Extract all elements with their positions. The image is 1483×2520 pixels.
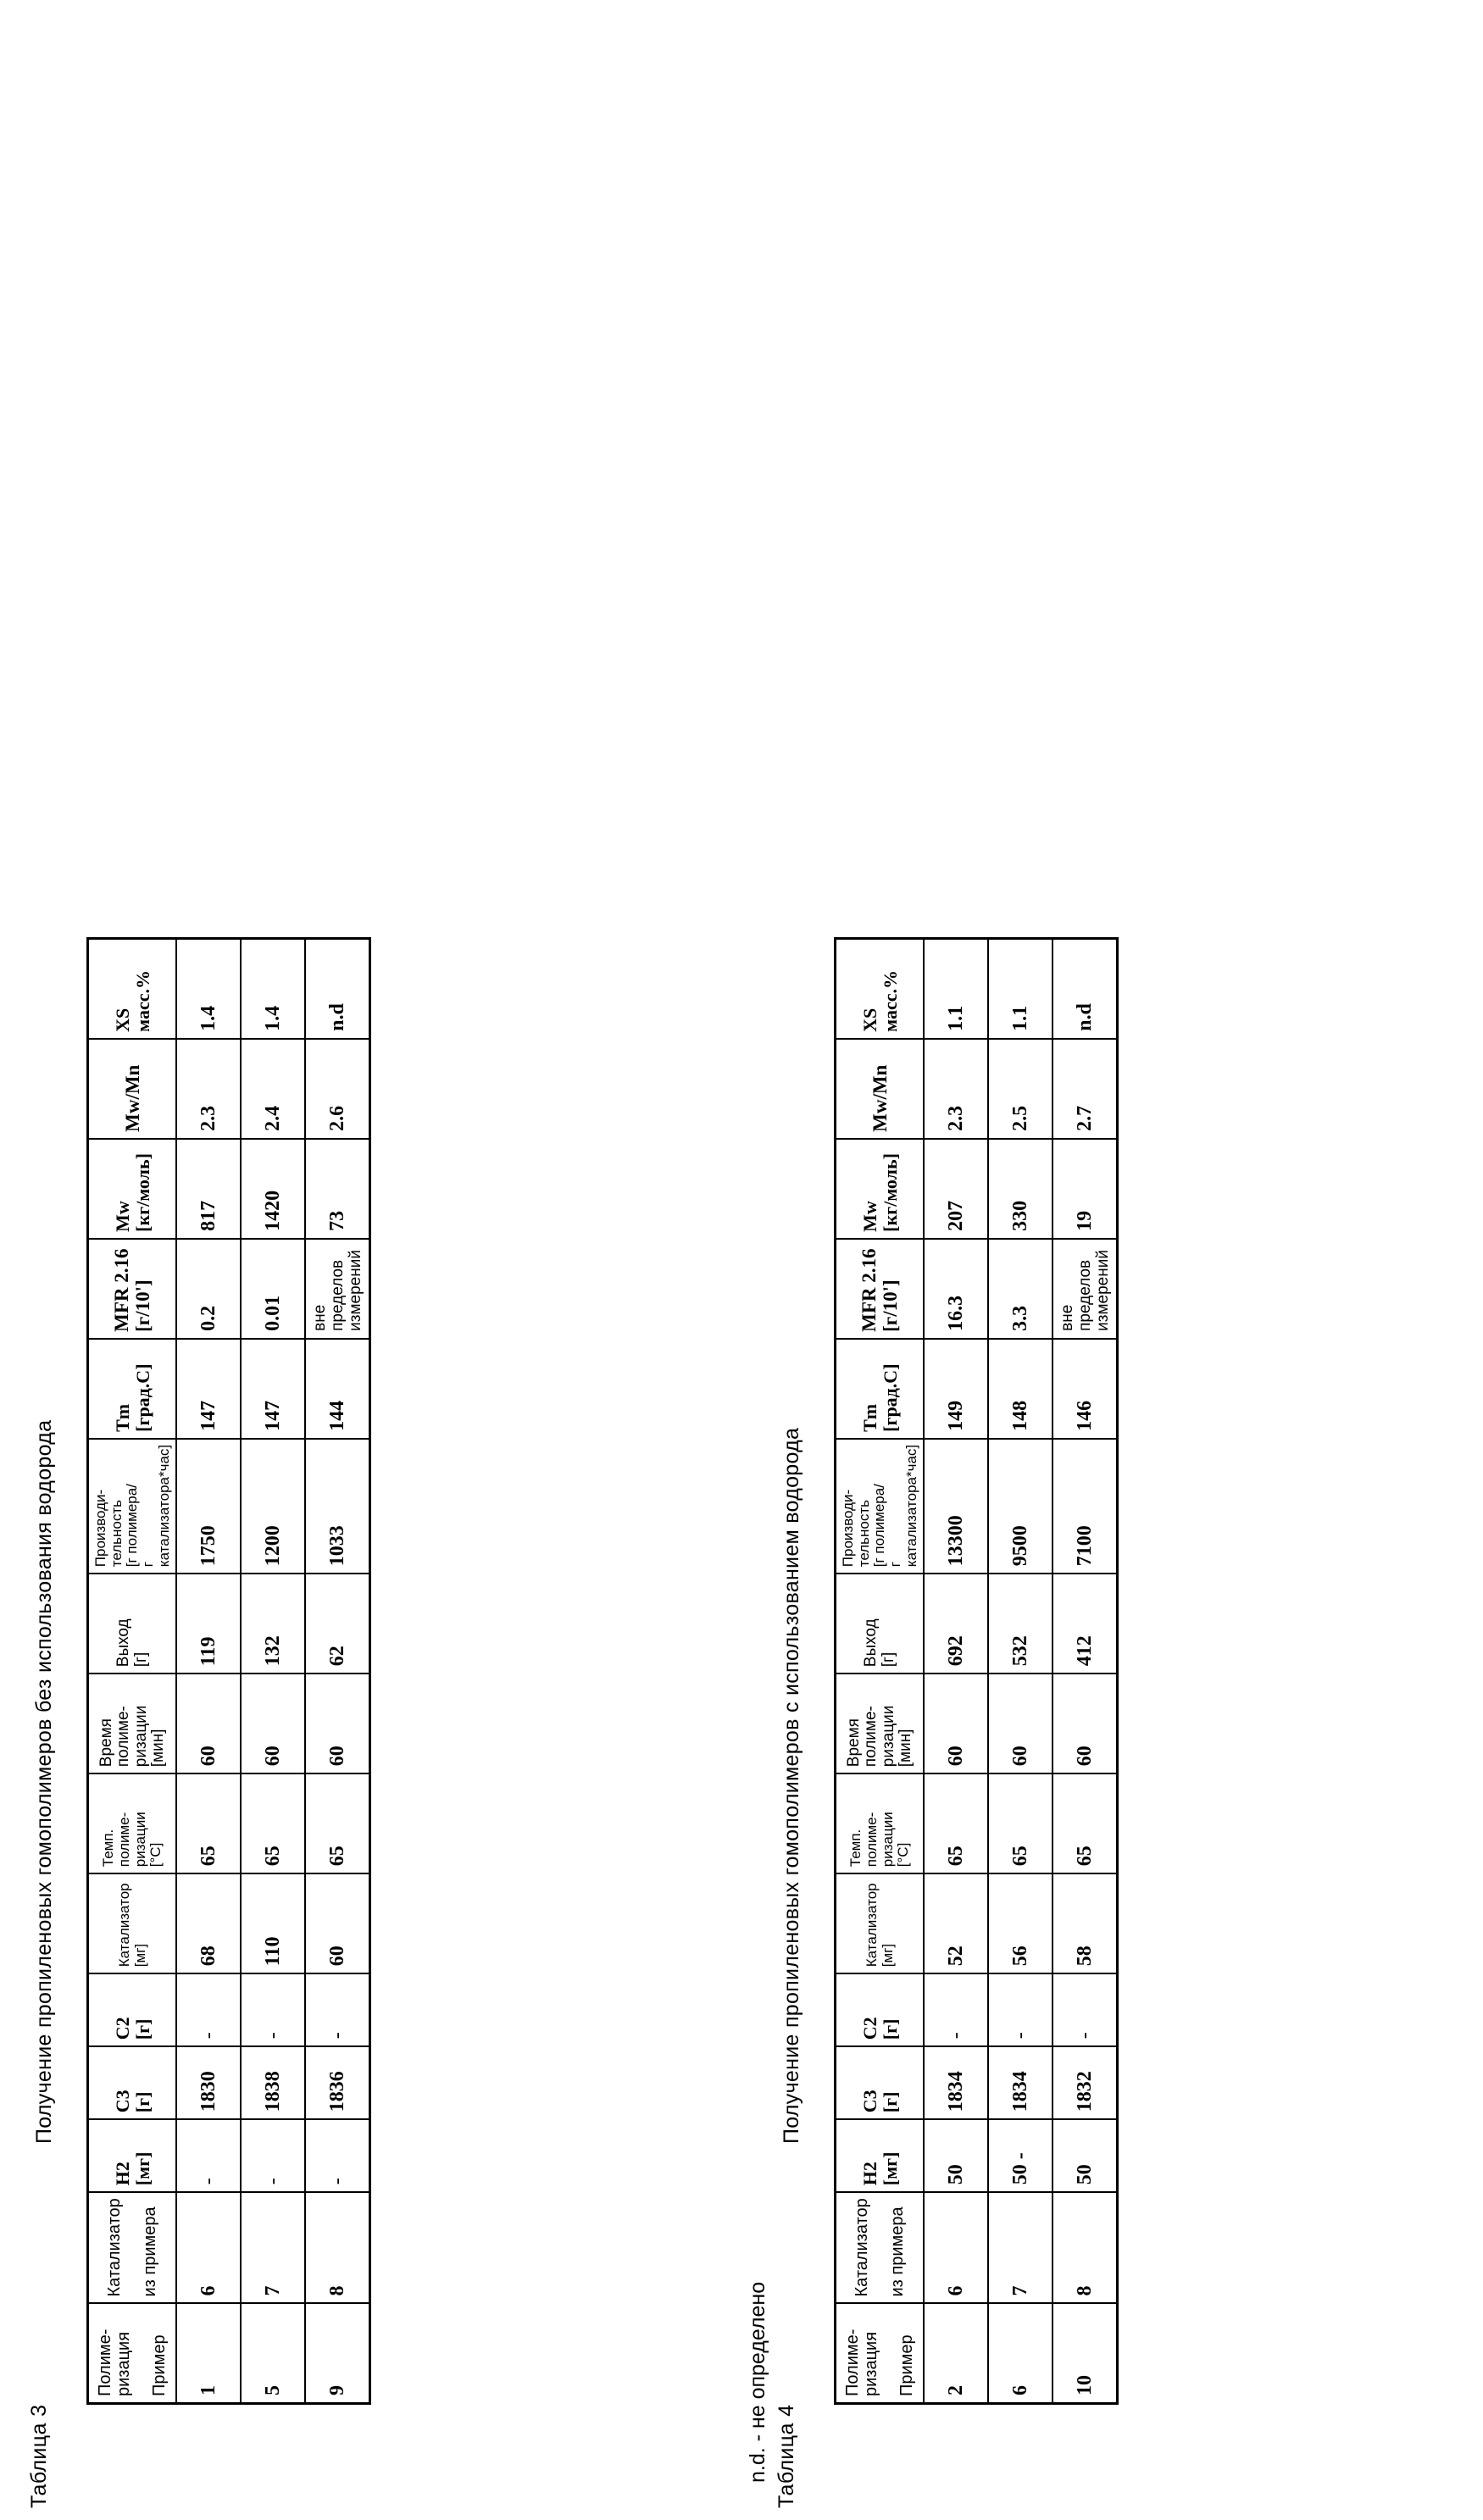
cell: 7 — [241, 2192, 305, 2303]
cell: 1836 — [305, 2046, 370, 2119]
cell: 2.3 — [176, 1039, 241, 1139]
footnote-nd: n.d. - не определено — [746, 2281, 769, 2483]
cell: 9500 — [988, 1439, 1053, 1574]
table-row — [241, 939, 305, 2404]
cell: 8 — [305, 2192, 370, 2303]
cell: 3.3 — [988, 1239, 1053, 1339]
cell: 62 — [305, 1574, 370, 1674]
column-header-mfr: MFR 2.16 [г/10'] — [836, 1239, 925, 1339]
table-row — [924, 939, 988, 2404]
cell: n.d — [1053, 939, 1118, 1039]
cell: 60 — [241, 1674, 305, 1773]
cell: 60 — [924, 1674, 988, 1773]
column-header-catalyst-mg: Катализатор [мг] — [836, 1873, 925, 1973]
cell: n.d — [305, 939, 370, 1039]
column-header-yield: Выход [г] — [836, 1574, 925, 1674]
table-row — [176, 939, 241, 2404]
cell: вне пределов измерений — [1053, 1239, 1118, 1339]
cell: 60 — [176, 1674, 241, 1773]
cell: 148 — [988, 1339, 1053, 1439]
cell: 132 — [241, 1574, 305, 1674]
cell: 532 — [988, 1574, 1053, 1674]
cell: 19 — [1053, 1139, 1118, 1239]
cell: 147 — [241, 1339, 305, 1439]
cell: 1830 — [176, 2046, 241, 2119]
cell: 1 — [176, 2304, 241, 2404]
table-row — [305, 939, 370, 2404]
cell: 60 — [305, 1674, 370, 1773]
column-header-mw-mn: Mw/Mn — [836, 1039, 925, 1139]
cell: 8 — [1053, 2192, 1118, 2303]
cell: 1834 — [988, 2046, 1053, 2119]
cell: 1.4 — [176, 939, 241, 1039]
cell: 147 — [176, 1339, 241, 1439]
table-3-title: Получение пропиленовых гомополимеров без использования водорода — [32, 1419, 56, 2144]
table-3-caption: Таблица 3 — [27, 2404, 51, 2508]
cell: 65 — [176, 1773, 241, 1873]
cell: - — [176, 1973, 241, 2046]
table-4-block — [763, 17, 1119, 2508]
cell: 6 — [988, 2304, 1053, 2404]
column-header-mw-mn: Mw/Mn — [88, 1039, 177, 1139]
cell: 60 — [1053, 1674, 1118, 1773]
cell: 50 — [1053, 2119, 1118, 2192]
cell: 0.2 — [176, 1239, 241, 1339]
cell: 1033 — [305, 1439, 370, 1574]
table-3-block — [15, 17, 371, 2508]
cell: 7 — [988, 2192, 1053, 2303]
table-4-header-row — [836, 939, 925, 2404]
column-header-polymerization-example: Полиме- ризация Пример — [836, 2304, 925, 2404]
cell: 110 — [241, 1873, 305, 1973]
cell: 1.4 — [241, 939, 305, 1039]
cell: - — [924, 1973, 988, 2046]
cell: 13300 — [924, 1439, 988, 1574]
cell: 60 — [988, 1674, 1053, 1773]
cell: вне пределов измерений — [305, 1239, 370, 1339]
column-header-c3: C3 [г] — [88, 2046, 177, 2119]
cell: 1750 — [176, 1439, 241, 1574]
cell: 144 — [305, 1339, 370, 1439]
cell: 65 — [988, 1773, 1053, 1873]
table-4 — [834, 937, 1119, 2405]
cell: 0.01 — [241, 1239, 305, 1339]
column-header-mw: Mw [кг/моль] — [836, 1139, 925, 1239]
cell: 1.1 — [924, 939, 988, 1039]
column-header-polymerization-example: Полиме- ризация Пример — [88, 2304, 177, 2404]
column-header-yield: Выход [г] — [88, 1574, 177, 1674]
cell: 1200 — [241, 1439, 305, 1574]
column-header-h2: H2 [мг] — [836, 2119, 925, 2192]
column-header-mw: Mw [кг/моль] — [88, 1139, 177, 1239]
column-header-xs: XS масс.% — [88, 939, 177, 1039]
cell: 1.1 — [988, 939, 1053, 1039]
cell: 2.3 — [924, 1039, 988, 1139]
cell: 50 — [924, 2119, 988, 2192]
cell: 58 — [1053, 1873, 1118, 1973]
cell: 65 — [1053, 1773, 1118, 1873]
cell: 817 — [176, 1139, 241, 1239]
cell: 146 — [1053, 1339, 1118, 1439]
column-header-h2: H2 [мг] — [88, 2119, 177, 2192]
column-header-polymerization-time: Время полиме- ризации [мин] — [88, 1674, 177, 1773]
column-header-c3: C3 [г] — [836, 2046, 925, 2119]
cell: 2.7 — [1053, 1039, 1118, 1139]
cell: 2 — [924, 2304, 988, 2404]
cell: - — [176, 2119, 241, 2192]
cell: 65 — [305, 1773, 370, 1873]
cell: 5 — [241, 2304, 305, 2404]
cell: 10 — [1053, 2304, 1118, 2404]
cell: - — [241, 2119, 305, 2192]
cell: 119 — [176, 1574, 241, 1674]
column-header-productivity: Производи- тельность [г полимера/ г катализатора*час] — [88, 1439, 177, 1574]
cell: 2.5 — [988, 1039, 1053, 1139]
cell: 207 — [924, 1139, 988, 1239]
cell: 73 — [305, 1139, 370, 1239]
column-header-catalyst-from-example: Катализатор из примера — [88, 2192, 177, 2303]
cell: 692 — [924, 1574, 988, 1674]
column-header-xs: XS масс.% — [836, 939, 925, 1039]
cell: 1838 — [241, 2046, 305, 2119]
column-header-polymerization-time: Время полиме- ризации [мин] — [836, 1674, 925, 1773]
cell: 1834 — [924, 2046, 988, 2119]
cell: 2.4 — [241, 1039, 305, 1139]
column-header-catalyst-mg: Катализатор [мг] — [88, 1873, 177, 1973]
cell: 9 — [305, 2304, 370, 2404]
cell: 6 — [176, 2192, 241, 2303]
cell: 16.3 — [924, 1239, 988, 1339]
cell: 330 — [988, 1139, 1053, 1239]
cell: 65 — [924, 1773, 988, 1873]
table-row — [1053, 939, 1118, 2404]
cell: 149 — [924, 1339, 988, 1439]
cell: 56 — [988, 1873, 1053, 1973]
column-header-polymerization-temp: Темп. полиме- ризации [°C] — [88, 1773, 177, 1873]
cell: 2.6 — [305, 1039, 370, 1139]
cell: 1832 — [1053, 2046, 1118, 2119]
column-header-productivity: Производи- тельность [г полимера/ г катализатора*час] — [836, 1439, 925, 1574]
column-header-mfr: MFR 2.16 [г/10'] — [88, 1239, 177, 1339]
table-4-caption: Таблица 4 — [775, 2404, 798, 2508]
column-header-c2: C2 [г] — [88, 1973, 177, 2046]
table-4-title: Получение пропиленовых гомополимеров с использованием водорода — [780, 1427, 803, 2144]
cell: 68 — [176, 1873, 241, 1973]
cell: 52 — [924, 1873, 988, 1973]
cell: 60 — [305, 1873, 370, 1973]
cell: - — [305, 1973, 370, 2046]
column-header-tm: Tm [град.С] — [88, 1339, 177, 1439]
cell: - — [1053, 1973, 1118, 2046]
cell: - — [988, 1973, 1053, 2046]
column-header-c2: C2 [г] — [836, 1973, 925, 2046]
table-row — [988, 939, 1053, 2404]
cell: 1420 — [241, 1139, 305, 1239]
cell: 6 — [924, 2192, 988, 2303]
column-header-polymerization-temp: Темп. полиме- ризации [°C] — [836, 1773, 925, 1873]
table-3 — [86, 937, 371, 2405]
cell: 7100 — [1053, 1439, 1118, 1574]
column-header-tm: Tm [град.С] — [836, 1339, 925, 1439]
cell: 412 — [1053, 1574, 1118, 1674]
column-header-catalyst-from-example: Катализатор из примера — [836, 2192, 925, 2303]
cell: 50 - — [988, 2119, 1053, 2192]
table-3-header-row — [88, 939, 177, 2404]
cell: - — [241, 1973, 305, 2046]
cell: 65 — [241, 1773, 305, 1873]
cell: - — [305, 2119, 370, 2192]
